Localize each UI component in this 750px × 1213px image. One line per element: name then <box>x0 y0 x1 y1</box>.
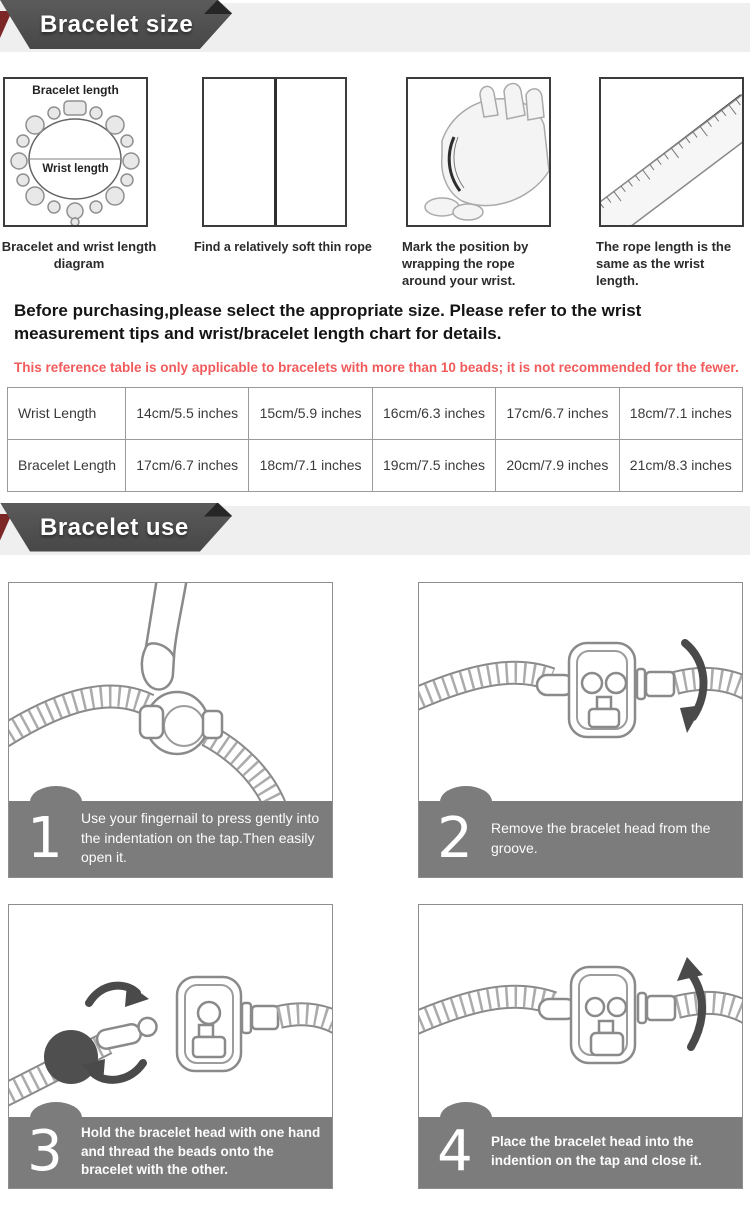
measure-step-wrap <box>388 77 578 290</box>
size-chart-table <box>7 387 743 492</box>
ruler-illustration <box>601 79 742 225</box>
use-step-2-panel <box>418 582 743 878</box>
use-step-1-panel <box>8 582 333 878</box>
step-2-caption-bar <box>419 801 742 877</box>
table-cell: 18cm/7.1 inches <box>249 439 372 491</box>
table-row-wrist <box>8 387 743 439</box>
step-3-caption-bar <box>9 1117 332 1188</box>
measure-step-caption: The rope length is the same as the wrist length. <box>596 239 732 288</box>
use-step-4-panel <box>418 904 743 1189</box>
step-text: Place the bracelet head into the indention on the tap and close it. <box>491 1134 702 1169</box>
step-text: Use your fingernail to press gently into the indentation on the tap.Then easily open it. <box>81 810 320 866</box>
step-number: 4 <box>437 1119 473 1185</box>
use-steps-row-2 <box>0 904 750 1189</box>
measure-step-caption: Bracelet and wrist length diagram <box>1 239 157 271</box>
use-section-title: Bracelet use <box>40 513 189 541</box>
step-number: 3 <box>27 1119 63 1185</box>
table-cell: 14cm/5.5 inches <box>126 387 249 439</box>
size-section-title: Bracelet size <box>40 11 194 38</box>
measure-step-ruler <box>578 77 750 290</box>
ruler-image <box>599 77 744 227</box>
table-cell: 17cm/6.7 inches <box>126 439 249 491</box>
step-3-illustration <box>9 905 332 1119</box>
table-cell: 21cm/8.3 inches <box>619 439 742 491</box>
measure-step-rope <box>192 77 388 290</box>
step-text: Hold the bracelet head with one hand and thread the beads onto the bracelet with the other. <box>81 1124 321 1178</box>
step-4-caption-bar <box>419 1117 742 1188</box>
wrist-wrap-image <box>406 77 551 227</box>
bracelet-diagram-image <box>3 77 148 227</box>
table-cell: 17cm/6.7 inches <box>496 387 619 439</box>
table-cell: 15cm/5.9 inches <box>249 387 372 439</box>
wrist-length-label: Wrist length <box>42 163 109 175</box>
table-cell: 18cm/7.1 inches <box>619 387 742 439</box>
table-cell: 19cm/7.5 inches <box>372 439 495 491</box>
rope-illustration <box>274 79 277 225</box>
step-number: 1 <box>27 805 63 871</box>
use-banner-ribbon <box>0 503 240 552</box>
size-banner-ribbon <box>0 0 240 49</box>
reference-table-note: This reference table is only applicable to bracelets with more than 10 beads; it is not recommended for the fewer. <box>14 359 739 375</box>
step-1-illustration <box>9 583 332 802</box>
step-number: 2 <box>437 805 473 871</box>
measure-step-caption: Mark the position by wrapping the rope around your wrist. <box>402 239 529 288</box>
step-2-illustration <box>419 583 742 802</box>
table-row-bracelet <box>8 439 743 491</box>
rope-image <box>202 77 347 227</box>
bracelet-length-label: Bracelet length <box>32 83 119 97</box>
step-text: Remove the bracelet head from the groove. <box>491 819 711 856</box>
table-cell: 16cm/6.3 inches <box>372 387 495 439</box>
hand-illustration <box>408 79 549 225</box>
row-label: Wrist Length <box>8 387 126 439</box>
use-step-3-panel <box>8 904 333 1189</box>
step-4-illustration <box>419 905 742 1119</box>
size-section-header <box>0 0 750 55</box>
use-section-header <box>0 503 750 558</box>
row-label: Bracelet Length <box>8 439 126 491</box>
step-1-caption-bar <box>9 801 332 877</box>
use-steps-row-1 <box>0 582 750 878</box>
measure-step-caption: Find a relatively soft thin rope <box>194 240 372 254</box>
bracelet-illustration <box>5 79 146 225</box>
measure-step-diagram <box>0 77 192 290</box>
measurement-steps-row <box>0 77 750 290</box>
table-cell: 20cm/7.9 inches <box>496 439 619 491</box>
sizing-intro-text: Before purchasing,please select the appropriate size. Please refer to the wrist measurement tips and wrist/bracelet length chart for details. <box>14 300 642 343</box>
